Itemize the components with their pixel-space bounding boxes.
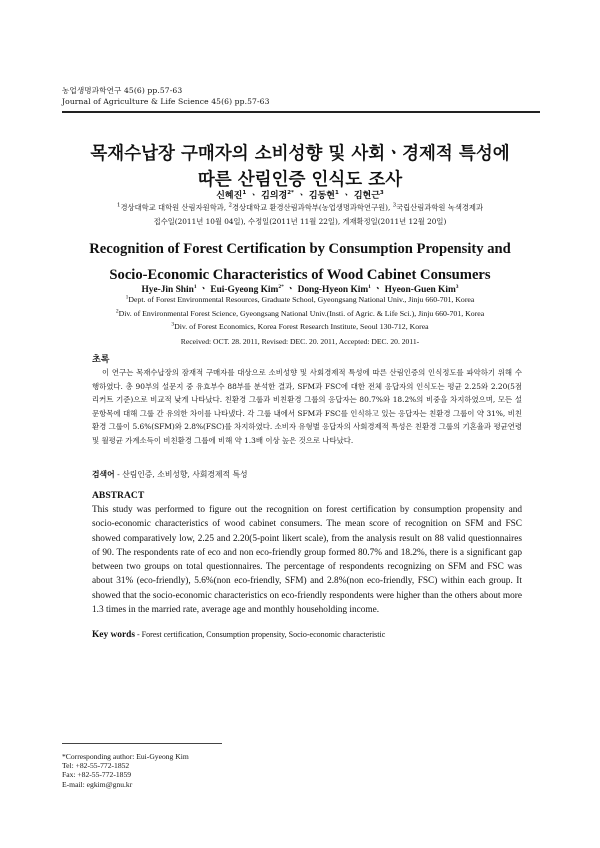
journal-header-ko: 농업생명과학연구 45(6) pp.57-63 — [62, 86, 183, 95]
keywords-en-label: Key words — [92, 630, 135, 640]
corresponding-author: *Corresponding author: Eui-Gyeong Kim — [62, 752, 189, 761]
author-en: Hyeon-Guen Kim — [384, 285, 456, 295]
header-rule — [62, 111, 540, 113]
author-en: Eui-Gyeong Kim — [210, 285, 279, 295]
author-ko: 신혜진 — [216, 191, 243, 201]
affiliation-en: $^2$Div. of Environmental Forest Science, Gyeongsang National Univ.(Insti. of Agric. & Life Sci.), Jinju 660-701, Korea — [115, 307, 485, 318]
telephone: Tel: +82-55-772-1852 — [62, 761, 130, 771]
footnote-rule — [62, 743, 222, 744]
author-ko: 김의경 — [261, 191, 288, 201]
authors-ko: 신혜진$^1$ ㆍ 김의경$^{2*}$ ㆍ 김동현$^1$ ㆍ 김현근$^3$ — [216, 190, 384, 201]
title-ko-line1: 목재수납장 구매자의 소비성향 및 사회ㆍ경제적 특성에 — [90, 144, 510, 164]
email: E-mail: egkim@gnu.kr — [62, 779, 133, 789]
keywords-en — [92, 628, 522, 642]
affiliation-en: $^3$Div. of Forest Economics, Korea Forest Research Institute, Seoul 130-712, Korea — [171, 321, 429, 331]
author-ko: 김현근 — [353, 191, 380, 201]
keywords-en-text: - Forest certification, Consumption propensity, Socio-economic characteristic — [134, 630, 386, 639]
affiliation-en: $^1$Dept. of Forest Environmental Resources, Graduate School, Gyeongsang National Univ., Jinju 660-701, Korea — [125, 294, 475, 304]
title-en-line1: Recognition of Forest Certification by Consumption Propensity and — [89, 241, 511, 257]
abstract-en-heading: ABSTRACT — [92, 490, 145, 501]
author-en: Hye-Jin Shin — [141, 285, 194, 295]
authors-en: Hye-Jin Shin$^1$ ㆍ Eui-Gyeong Kim$^{2*}$ ㆍ Dong-Hyeon Kim$^1$ ㆍ Hyeon-Guen Kim$^3$ — [141, 283, 459, 295]
title-ko-line2: 따른 산림인증 인식도 조사 — [197, 170, 403, 190]
abstract-en-body: This study was performed to figure out the recognition on forest certification by consumption propensity and socio-economic characteristics of wood cabinet consumers. The mean score of recognition on SFM and FSC showed comparatively low, 2.25 and 2.20(5-point likert scale), from the analysis result on 88 valid questionnaires of 90. The respondents rate of eco and non eco-friendly group formed 80.7% and 18.2%, there is a significant gap between two groups on total questionnaires. The percentage of respondents recognizing on SFM and FSC was about 31% (eco-friendly), 5.6%(non eco-friendly, SFM) and 2.8%(non eco-friendly, FSC) within each group. It showed that the socio-economic characteristics on eco-friendly respondents were higher than the others about more 1.3 times in the married rate, average age and monthly householding income. — [92, 505, 522, 616]
keywords-ko-label: 검색어 — [92, 470, 115, 479]
keywords-ko — [92, 468, 522, 482]
affiliation-ko: $^1$경상대학교 대학원 산림자원학과, $^2$경상대학교 환경산림과학부(농업생명과학연구원), $^3$국립산림과학원 녹색경제과 — [116, 202, 484, 212]
keywords-ko-text: - 산림인증, 소비성향, 사회경제적 특성 — [114, 470, 248, 479]
author-ko: 김동현 — [308, 191, 336, 201]
title-en-line2: Socio-Economic Characteristics of Wood Cabinet Consumers — [109, 267, 491, 283]
affiliations-en — [40, 293, 560, 334]
dates-en: Received: OCT. 28. 2011, Revised: DEC. 20. 2011, Accepted: DEC. 20. 2011- — [180, 337, 420, 346]
abstract-ko-body: 이 연구는 목재수납장의 잠재적 구매자를 대상으로 소비성향 및 사회경제적 특성에 따른 산림인증의 인식정도를 파악하기 위해 수행하였다. 총 90부의 설문지 중 유효부수 88부를 분석한 결과, SFM과 FSC에 대한 전체 응답자의 인식도는 평균 2.25와 2.20(5점 리커트 기준)으로 비교적 낮게 나타났다. 친환경 그룹과 비친환경 그룹의 응답자는 80.7%와 18.2%의 비중을 차지하였으며, 모든 설문항목에 대해 그룹 간 유의한 차이를 나타냈다. 각 그룹 내에서 SFM과 FSC를 인식하고 있는 응답자는 친환경 그룹이 약 31%, 비친환경 그룹이 5.6%(SFM)와 2.8%(FSC)를 차지하였다. 소비자 유형별 응답자의 사회경제적 특성은 친환경 그룹의 기혼율과 평균연령 및 월평균 가계소득이 비친환경 그룹에 비해 약 1.3배 이상 높은 것으로 나타났다. — [92, 368, 522, 445]
journal-header-en: Journal of Agriculture & Life Science 45(6) pp.57-63 — [62, 97, 270, 106]
title-ko — [40, 141, 560, 193]
dates-ko: 접수일(2011년 10월 04일), 수정일(2011년 11월 22일), 게재확정일(2011년 12월 20일) — [153, 217, 447, 226]
footnote — [62, 752, 189, 789]
author-en: Dong-Hyeon Kim — [297, 285, 369, 295]
abstract-ko-heading: 초록 — [92, 355, 110, 365]
fax: Fax: +82-55-772-1859 — [62, 770, 132, 780]
